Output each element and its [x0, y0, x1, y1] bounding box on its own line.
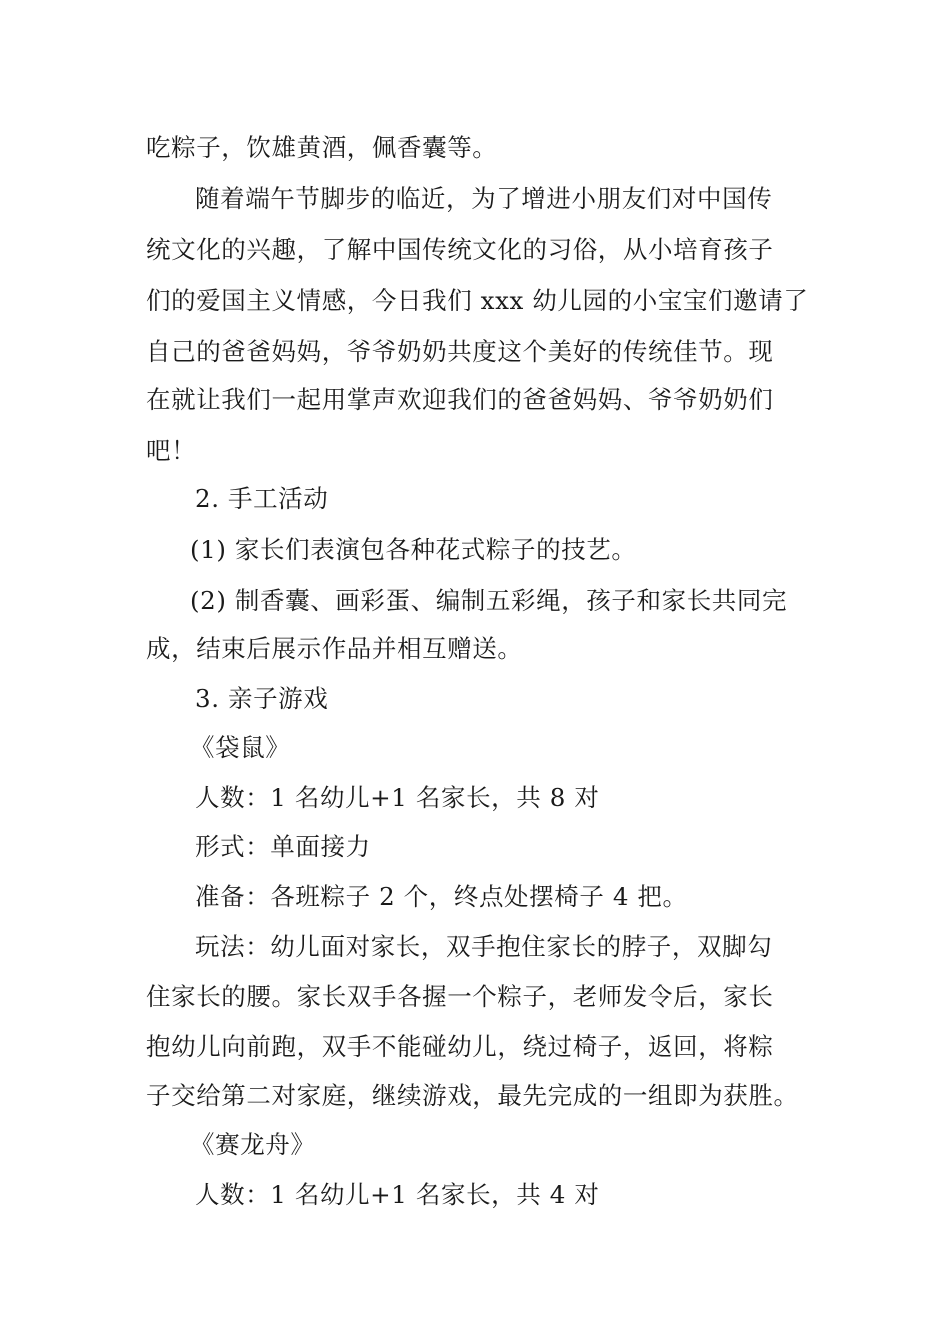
game-title: 《袋鼠》 — [190, 733, 291, 762]
text-line: 们的爱国主义情感，今日我们 xxx 幼儿园的小宝宝们邀请了 — [146, 286, 809, 315]
text-line: 人数：1 名幼儿+1 名家长，共 4 对 — [195, 1180, 600, 1209]
text-line: 准备：各班粽子 2 个，终点处摆椅子 4 把。 — [195, 882, 688, 911]
text-line: (2) 制香囊、画彩蛋、编制五彩绳，孩子和家长共同完 — [190, 586, 788, 615]
text-line: 吧！ — [146, 436, 197, 465]
section-heading: 2. 手工活动 — [195, 484, 329, 513]
text-line: 形式：单面接力 — [195, 832, 371, 861]
game-title: 《赛龙舟》 — [190, 1130, 316, 1159]
text-line: 人数：1 名幼儿+1 名家长，共 8 对 — [195, 783, 600, 812]
text-line: 玩法：幼儿面对家长，双手抱住家长的脖子，双脚勾 — [195, 932, 773, 961]
text-line: 自己的爸爸妈妈，爷爷奶奶共度这个美好的传统佳节。现 — [146, 337, 774, 366]
text-line: 随着端午节脚步的临近，为了增进小朋友们对中国传 — [195, 184, 773, 213]
section-heading: 3. 亲子游戏 — [195, 684, 329, 713]
text-line: 成，结束后展示作品并相互赠送。 — [146, 634, 523, 663]
text-line: 统文化的兴趣，了解中国传统文化的习俗，从小培育孩子 — [146, 235, 774, 264]
text-line: 吃粽子，饮雄黄酒，佩香囊等。 — [146, 133, 498, 162]
text-line: 在就让我们一起用掌声欢迎我们的爸爸妈妈、爷爷奶奶们 — [146, 385, 774, 414]
text-line: 子交给第二对家庭，继续游戏，最先完成的一组即为获胜。 — [146, 1081, 799, 1110]
text-line: 住家长的腰。家长双手各握一个粽子，老师发令后，家长 — [146, 982, 774, 1011]
text-line: 抱幼儿向前跑，双手不能碰幼儿，绕过椅子，返回，将粽 — [146, 1032, 774, 1061]
text-line: (1) 家长们表演包各种花式粽子的技艺。 — [190, 535, 637, 564]
